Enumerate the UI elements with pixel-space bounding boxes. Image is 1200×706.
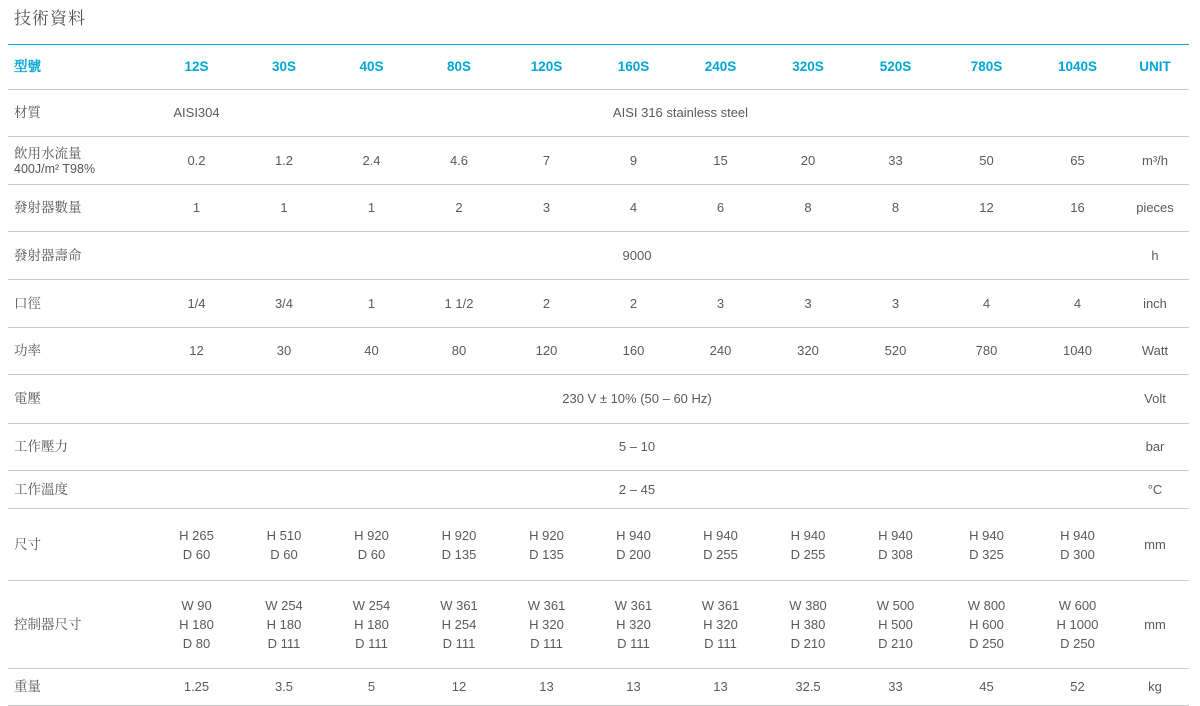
flow-row [8, 137, 1189, 185]
header-label: 型號 [8, 45, 153, 90]
dim-h: H 940 [703, 527, 738, 543]
unit-cell: m³/h [1121, 137, 1189, 185]
value-cell: 3 [503, 185, 590, 232]
row-label: 功率 [8, 328, 153, 375]
dimensions-row [8, 509, 1189, 581]
value-cell: 2 [415, 185, 503, 232]
value-cell: 520 [852, 328, 939, 375]
page-title: 技術資料 [14, 9, 86, 28]
value-cell: 5 [328, 669, 415, 706]
value-cell: 120 [503, 328, 590, 375]
value-cell: 2 [503, 280, 590, 328]
dim-d: D 255 [790, 546, 826, 562]
unit-cell: °C [1121, 471, 1189, 509]
value-cell: 320 [764, 328, 852, 375]
value-cell: 65 [1034, 137, 1121, 185]
dim-d: D 135 [529, 546, 564, 562]
model-header: 520S [852, 45, 939, 90]
model-header: 320S [764, 45, 852, 90]
value-cell: 16 [1034, 185, 1121, 232]
value-cell: 1 [240, 185, 328, 232]
value-cell: 1.25 [153, 669, 240, 706]
ctrl-h: H 380 [790, 617, 826, 632]
ctrl-h: H 600 [969, 617, 1004, 632]
dim-h: H 920 [354, 527, 389, 543]
ctrl-w: W 500 [876, 598, 915, 613]
value-cell [677, 509, 764, 581]
ctrl-w: W 90 [181, 598, 212, 613]
unit-cell: mm [1121, 509, 1189, 581]
ctrl-w: W 361 [440, 598, 478, 613]
value-cell: 1 [328, 185, 415, 232]
value-cell: 12 [939, 185, 1034, 232]
model-header: 40S [328, 45, 415, 90]
value-cell: 3/4 [240, 280, 328, 328]
pressure-row [8, 424, 1189, 471]
ctrl-h: H 254 [441, 617, 477, 632]
dim-d: D 308 [878, 546, 913, 562]
value-cell: 1 1/2 [415, 280, 503, 328]
ctrl-h: H 320 [529, 617, 564, 632]
dim-d: D 300 [1060, 546, 1095, 562]
row-label: 控制器尺寸 [8, 581, 153, 669]
lifetime-row [8, 232, 1189, 280]
value-cell [153, 509, 240, 581]
value-cell: 8 [852, 185, 939, 232]
value-cell: 9 [590, 137, 677, 185]
value-cell: 2 [590, 280, 677, 328]
unit-cell: Watt [1121, 328, 1189, 375]
value-cell [415, 509, 503, 581]
port-row [8, 280, 1189, 328]
dim-h: H 940 [616, 527, 651, 543]
value-cell [503, 581, 590, 669]
row-label-main: 飲用水流量 [14, 145, 82, 161]
value-cell: 13 [590, 669, 677, 706]
value-cell: 40 [328, 328, 415, 375]
row-label: 發射器數量 [8, 185, 153, 232]
unit-cell: inch [1121, 280, 1189, 328]
dim-h: H 940 [1060, 527, 1095, 543]
value-cell: 3 [852, 280, 939, 328]
value-cell [503, 509, 590, 581]
value-cell: 1040 [1034, 328, 1121, 375]
ctrl-h: H 180 [266, 617, 302, 632]
ctrl-h: H 320 [616, 617, 651, 632]
value-cell: 50 [939, 137, 1034, 185]
model-header: 160S [590, 45, 677, 90]
value-cell [852, 581, 939, 669]
ctrl-d: D 111 [267, 636, 301, 651]
dim-h: H 940 [790, 527, 826, 543]
header-row [8, 45, 1189, 90]
value-cell: 20 [764, 137, 852, 185]
value-cell [328, 581, 415, 669]
value-cell: 12 [415, 669, 503, 706]
controller-row [8, 581, 1189, 669]
value-cell: 2 – 45 [153, 471, 1121, 509]
model-header: 12S [153, 45, 240, 90]
row-label: 工作溫度 [8, 471, 153, 509]
ctrl-d: D 210 [790, 636, 826, 651]
value-cell: 33 [852, 669, 939, 706]
temperature-row [8, 471, 1189, 509]
row-label: 材質 [8, 90, 153, 137]
value-cell: 2.4 [328, 137, 415, 185]
ctrl-w: W 361 [701, 598, 740, 613]
value-cell: 12 [153, 328, 240, 375]
ctrl-d: D 111 [442, 636, 476, 651]
unit-cell: h [1121, 232, 1189, 280]
dim-h: H 920 [529, 527, 564, 543]
value-cell: 1.2 [240, 137, 328, 185]
value-cell [415, 581, 503, 669]
value-cell [240, 581, 328, 669]
dim-d: D 60 [270, 546, 298, 562]
ctrl-w: W 254 [352, 598, 391, 613]
row-label: 電壓 [8, 375, 153, 424]
ctrl-d: D 111 [617, 636, 650, 651]
ctrl-w: W 361 [527, 598, 566, 613]
ctrl-h: H 1000 [1056, 617, 1099, 632]
power-row [8, 328, 1189, 375]
value-cell: 52 [1034, 669, 1121, 706]
value-cell [677, 581, 764, 669]
unit-header: UNIT [1121, 45, 1189, 90]
spec-table [8, 44, 1189, 706]
ctrl-d: D 250 [1060, 636, 1095, 651]
value-cell: 32.5 [764, 669, 852, 706]
value-cell: 230 V ± 10% (50 – 60 Hz) [153, 375, 1121, 424]
ctrl-d: D 250 [969, 636, 1004, 651]
value-cell [764, 581, 852, 669]
value-cell: 7 [503, 137, 590, 185]
unit-cell: mm [1121, 581, 1189, 669]
value-cell: 160 [590, 328, 677, 375]
ctrl-w: W 361 [614, 598, 653, 613]
value-cell: 5 – 10 [153, 424, 1121, 471]
value-cell [590, 509, 677, 581]
row-label: 工作壓力 [8, 424, 153, 471]
value-cell [1034, 509, 1121, 581]
value-cell: 13 [677, 669, 764, 706]
model-header: 80S [415, 45, 503, 90]
model-header: 120S [503, 45, 590, 90]
unit-cell [1121, 90, 1189, 137]
model-header: 1040S [1034, 45, 1121, 90]
value-cell: 80 [415, 328, 503, 375]
unit-cell: bar [1121, 424, 1189, 471]
value-cell: 4 [1034, 280, 1121, 328]
row-label: 發射器壽命 [8, 232, 153, 280]
ctrl-w: W 380 [789, 598, 827, 613]
value-cell [1034, 581, 1121, 669]
voltage-row [8, 375, 1189, 424]
dim-h: H 510 [266, 527, 302, 543]
value-cell: 3 [677, 280, 764, 328]
unit-cell: pieces [1121, 185, 1189, 232]
ctrl-h: H 500 [878, 617, 913, 632]
value-cell: 4.6 [415, 137, 503, 185]
row-label: 口徑 [8, 280, 153, 328]
model-header: 780S [939, 45, 1034, 90]
value-cell: 240 [677, 328, 764, 375]
value-cell: 45 [939, 669, 1034, 706]
value-cell: 13 [503, 669, 590, 706]
emitters-row [8, 185, 1189, 232]
value-cell: 8 [764, 185, 852, 232]
dim-d: D 325 [969, 546, 1004, 562]
ctrl-d: D 210 [878, 636, 913, 651]
ctrl-d: D 111 [530, 636, 563, 651]
ctrl-w: W 800 [967, 598, 1006, 613]
row-label [8, 137, 153, 185]
value-cell: 9000 [153, 232, 1121, 280]
value-cell: 30 [240, 328, 328, 375]
material-row [8, 90, 1189, 137]
dim-d: D 200 [616, 546, 651, 562]
value-cell [590, 581, 677, 669]
dim-h: H 940 [969, 527, 1004, 543]
dim-d: D 60 [182, 546, 211, 562]
dim-h: H 940 [878, 527, 913, 543]
value-cell: 3 [764, 280, 852, 328]
value-cell: 1/4 [153, 280, 240, 328]
value-cell: 6 [677, 185, 764, 232]
model-header: 30S [240, 45, 328, 90]
ctrl-w: W 600 [1058, 598, 1097, 613]
value-cell [764, 509, 852, 581]
value-cell [939, 509, 1034, 581]
ctrl-d: D 111 [355, 636, 388, 651]
value-cell: 4 [939, 280, 1034, 328]
row-label: 尺寸 [8, 509, 153, 581]
dim-h: H 920 [441, 527, 477, 543]
ctrl-w: W 254 [265, 598, 303, 613]
value-cell: 0.2 [153, 137, 240, 185]
model-header: 240S [677, 45, 764, 90]
unit-cell: Volt [1121, 375, 1189, 424]
value-cell: 4 [590, 185, 677, 232]
dim-d: D 60 [357, 546, 386, 562]
ctrl-h: H 320 [703, 617, 738, 632]
ctrl-d: D 111 [704, 636, 737, 651]
value-cell: 1 [328, 280, 415, 328]
unit-cell: kg [1121, 669, 1189, 706]
ctrl-h: H 180 [354, 617, 389, 632]
value-cell [240, 509, 328, 581]
value-cell: 780 [939, 328, 1034, 375]
row-label: 重量 [8, 669, 153, 706]
value-cell [153, 581, 240, 669]
value-cell [328, 509, 415, 581]
value-cell: 1 [153, 185, 240, 232]
dim-d: D 255 [703, 546, 738, 562]
value-cell [852, 509, 939, 581]
value-cell: 15 [677, 137, 764, 185]
row-label-sub: 400J/m² T98% [14, 161, 96, 176]
value-cell: 33 [852, 137, 939, 185]
dim-d: D 135 [441, 546, 477, 562]
value-cell [939, 581, 1034, 669]
dim-h: H 265 [179, 527, 214, 543]
value-cell: 3.5 [240, 669, 328, 706]
ctrl-h: H 180 [179, 617, 214, 632]
material-cell: AISI304 [153, 90, 240, 137]
material-cell: AISI 316 stainless steel [240, 90, 1121, 137]
ctrl-d: D 80 [182, 636, 211, 651]
